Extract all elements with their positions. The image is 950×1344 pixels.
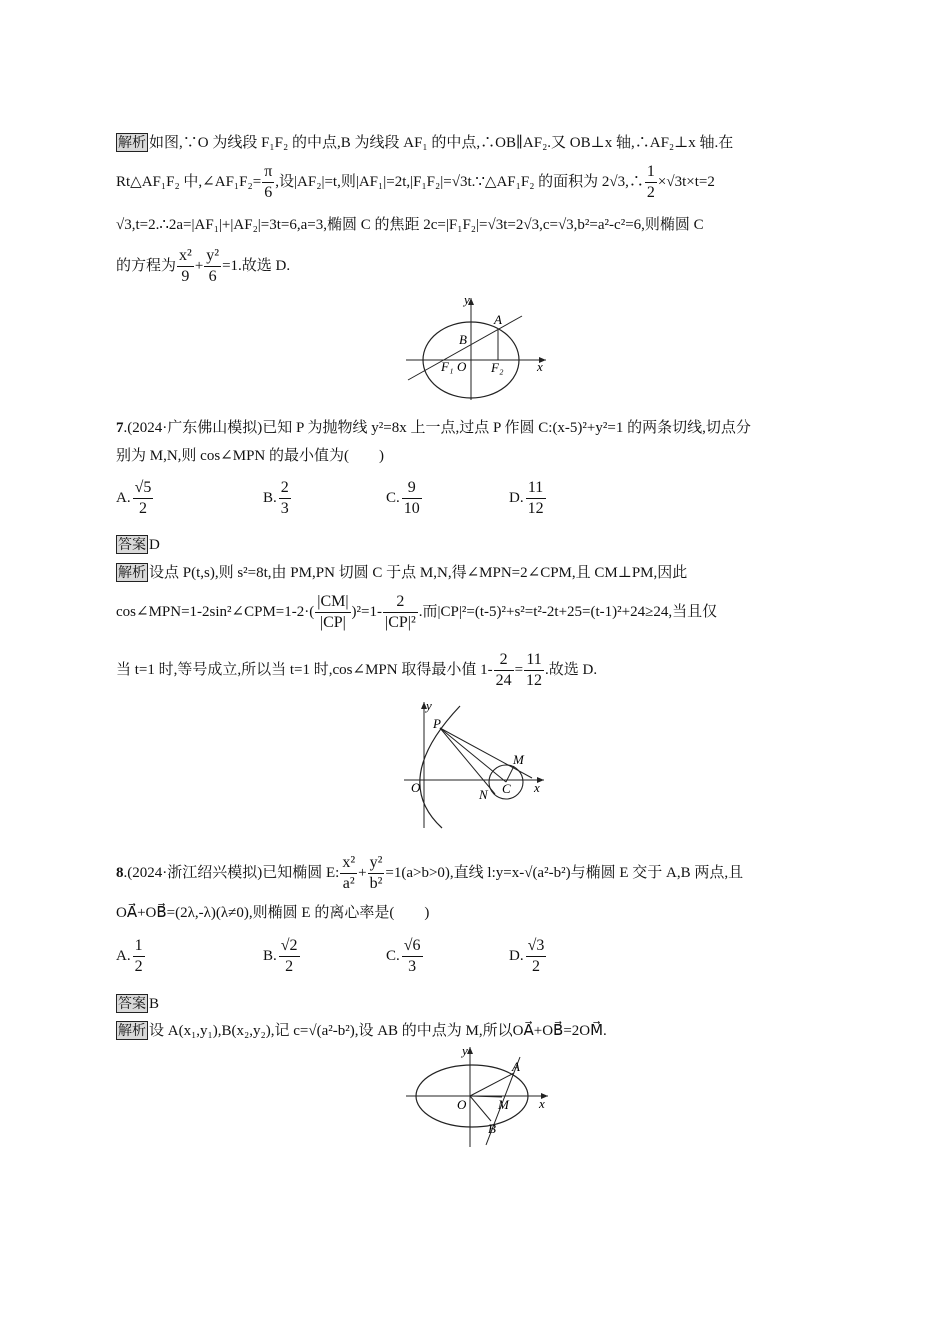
fraction-denominator: 2 [285, 958, 294, 975]
q8-option-a [116, 936, 146, 977]
fraction-numerator: 1 [133, 936, 145, 957]
segment-ob [470, 1096, 491, 1121]
x2-over-9-fraction [177, 246, 194, 287]
y2-over-b2-fraction [368, 853, 385, 894]
answer-tag: 答案 [118, 537, 146, 553]
option-label: C. [386, 948, 400, 964]
figure-ellipse-2 [402, 1043, 552, 1149]
fraction-numerator: √2 [279, 936, 300, 957]
two-over-24-fraction [494, 650, 514, 691]
label-y: y [462, 1043, 468, 1058]
cm-over-cp-fraction [315, 592, 350, 633]
p6-text-4b: =1.故选 D. [222, 257, 291, 274]
q7-analysis-2a: cos∠MPN=1-2sin²∠CPM=1-2·( [116, 603, 315, 620]
q7-analysis-line-3 [116, 650, 597, 691]
x2-over-a2-fraction [340, 853, 357, 894]
equals-sign: = [514, 661, 524, 678]
p6-text-2a: Rt△AF₁F₂ 中,∠AF₁F₂= [116, 173, 262, 190]
p6-text-2b: ,设|AF₂|=t,则|AF₁|=2t,|F₁F₂|=√3t.∵△AF₁F₂ 的面积为 2√3,∴ [275, 173, 644, 190]
option-label: A. [116, 490, 131, 506]
label-y: y [426, 698, 432, 713]
fraction-numerator: 2 [383, 592, 418, 613]
fraction-denominator: 9 [181, 268, 190, 285]
two-over-cp2-fraction [383, 592, 418, 633]
label-b: B [488, 1121, 496, 1136]
q7-line-2 [116, 449, 384, 464]
y-axis-arrow [467, 1047, 473, 1054]
fraction-numerator: x² [177, 246, 194, 267]
fraction-numerator: 2 [279, 478, 291, 499]
segment-pc [440, 728, 506, 782]
fraction-denominator: 12 [526, 672, 543, 689]
fraction-denominator: 6 [264, 184, 273, 201]
label-a: A [494, 312, 502, 327]
plus-sign: + [358, 864, 367, 881]
label-x: x [534, 780, 540, 795]
fraction-numerator: 11 [524, 650, 544, 671]
q8-option-c [386, 936, 424, 977]
p6-line-3 [116, 218, 704, 233]
label-n: N [479, 787, 488, 802]
fraction-numerator: √3 [526, 936, 547, 957]
fraction-denominator: 3 [408, 958, 417, 975]
option-fraction [279, 478, 291, 519]
fraction-numerator: 1 [645, 162, 657, 183]
label-o: O [457, 359, 467, 374]
tangent-line-pn [440, 728, 495, 794]
label-c: C [502, 781, 511, 796]
q7-analysis-1: 设点 P(t,s),则 s²=8t,由 PM,PN 切圆 C 于点 M,N,得∠MPN=2∠CPM,且 CM⊥PM,因此 [149, 565, 688, 581]
option-label: D. [509, 490, 524, 506]
p6-text-2c: ×√3t×t=2 [657, 173, 715, 190]
option-fraction [279, 936, 300, 977]
q7-analysis-2b: )²=1- [351, 603, 382, 620]
fraction-denominator: a² [342, 875, 355, 892]
fraction-denominator: 3 [280, 500, 289, 517]
fraction-denominator: |CP| [319, 614, 346, 631]
p6-line-4 [116, 246, 290, 287]
answer-tag: 答案 [118, 996, 146, 1012]
fraction-numerator: x² [340, 853, 357, 874]
fraction-numerator: 2 [494, 650, 514, 671]
question-number: 7 [116, 420, 124, 436]
label-m: M [498, 1097, 509, 1112]
option-fraction [526, 936, 547, 977]
analysis-tag: 解析 [118, 135, 146, 151]
q7-answer: D [149, 537, 160, 553]
q8-line-1 [116, 853, 743, 894]
q8-text-2: OA⃗+OB⃗=(2λ,-λ)(λ≠0),则椭圆 E 的离心率是( ) [116, 905, 430, 921]
q7-text-1: .(2024·广东佛山模拟)已知 P 为抛物线 y²=8x 上一点,过点 P 作圆 C:(x-5)²+y²=1 的两条切线,切点分 [123, 420, 751, 436]
fraction-numerator: √5 [133, 478, 154, 499]
fraction-denominator: 2 [138, 500, 147, 517]
fraction-denominator: 12 [527, 500, 544, 517]
fraction-denominator: 10 [403, 500, 420, 517]
option-label: A. [116, 948, 131, 964]
q8-option-b [263, 936, 301, 977]
fraction-numerator: 11 [526, 478, 546, 499]
q7-analysis-line-2 [116, 592, 717, 633]
option-label: C. [386, 490, 400, 506]
analysis-tag: 解析 [118, 565, 146, 581]
option-fraction [526, 478, 546, 519]
option-label: B. [263, 948, 277, 964]
q7-analysis-3a: 当 t=1 时,等号成立,所以当 t=1 时,cos∠MPN 取得最小值 1- [116, 661, 493, 678]
q8-text-1b: =1(a>b>0),直线 l:y=x-√(a²-b²)与椭圆 E 交于 A,B 两点,且 [385, 864, 744, 881]
option-fraction [402, 936, 423, 977]
one-half-fraction [645, 162, 657, 203]
option-fraction [133, 478, 154, 519]
figure-parabola-circle [400, 698, 550, 830]
fraction-denominator: |CP|² [385, 614, 416, 631]
option-fraction [402, 478, 422, 519]
eleven-over-12-fraction [524, 650, 544, 691]
p6-line-1 [116, 133, 733, 152]
label-o: O [411, 780, 421, 795]
fraction-denominator: 24 [495, 672, 512, 689]
label-f1: F₁ [441, 359, 454, 374]
figure-ellipse-1 [400, 292, 555, 404]
analysis-tag: 解析 [118, 1023, 146, 1039]
q7-text-2: 别为 M,N,则 cos∠MPN 的最小值为( ) [116, 448, 384, 464]
q7-line-1 [116, 421, 751, 436]
option-label: D. [509, 948, 524, 964]
label-m: M [513, 752, 524, 767]
q7-option-c [386, 478, 423, 519]
fraction-denominator: 2 [134, 958, 143, 975]
option-label: B. [263, 490, 277, 506]
q7-answer-line [116, 535, 160, 554]
q8-answer: B [149, 996, 160, 1012]
question-number: 8 [116, 864, 124, 881]
option-fraction [133, 936, 145, 977]
fraction-numerator: √6 [402, 936, 423, 957]
fraction-denominator: 2 [531, 958, 540, 975]
fraction-denominator: 6 [208, 268, 217, 285]
q7-option-b [263, 478, 292, 519]
segment-oa [470, 1073, 514, 1096]
fraction-denominator: b² [369, 875, 383, 892]
q8-analysis-1: 设 A(x₁,y₁),B(x₂,y₂),记 c=√(a²-b²),设 AB 的中点为 M,所以OA⃗+OB⃗=2OM⃗. [149, 1023, 607, 1039]
q7-option-a [116, 478, 154, 519]
p6-line-2 [116, 162, 715, 203]
fraction-numerator: π [262, 162, 274, 183]
q8-line-2 [116, 906, 429, 921]
fraction-numerator: y² [204, 246, 221, 267]
plus-sign: + [194, 257, 204, 274]
q7-analysis-3b: .故选 D. [545, 661, 598, 678]
p6-text-1: 如图,∵O 为线段 F₁F₂ 的中点,B 为线段 AF₁ 的中点,∴OB∥AF₂.又 OB⊥x 轴,∴AF₂⊥x 轴.在 [149, 135, 734, 151]
q7-analysis-line-1 [116, 563, 687, 582]
q8-option-d [509, 936, 547, 977]
fraction-numerator: 9 [402, 478, 422, 499]
q7-analysis-2c: .而|CP|²=(t-5)²+s²=t²-2t+25=(t-1)²+24≥24,当且仅 [418, 603, 718, 620]
fraction-numerator: |CM| [315, 592, 350, 613]
label-y: y [464, 292, 470, 307]
label-x: x [539, 1096, 545, 1111]
fraction-numerator: y² [368, 853, 385, 874]
q8-analysis-line-1 [116, 1021, 607, 1040]
label-o: O [457, 1097, 467, 1112]
y2-over-6-fraction [204, 246, 221, 287]
label-x: x [537, 359, 543, 374]
p6-text-4a: 的方程为 [116, 257, 177, 274]
q7-option-d [509, 478, 547, 519]
label-b: B [459, 332, 467, 347]
label-a: A [512, 1059, 520, 1074]
q8-text-1a: .(2024·浙江绍兴模拟)已知椭圆 E: [123, 864, 340, 881]
p6-text-3: √3,t=2.∴2a=|AF₁|+|AF₂|=3t=6,a=3,椭圆 C 的焦距 2c=|F₁F₂|=√3t=2√3,c=√3,b²=a²-c²=6,则椭圆 C [116, 217, 704, 233]
q8-answer-line [116, 994, 159, 1013]
fraction-denominator: 2 [646, 184, 655, 201]
label-f2: F₂ [491, 360, 504, 375]
pi-over-6-fraction [262, 162, 274, 203]
label-p: P [433, 716, 441, 731]
